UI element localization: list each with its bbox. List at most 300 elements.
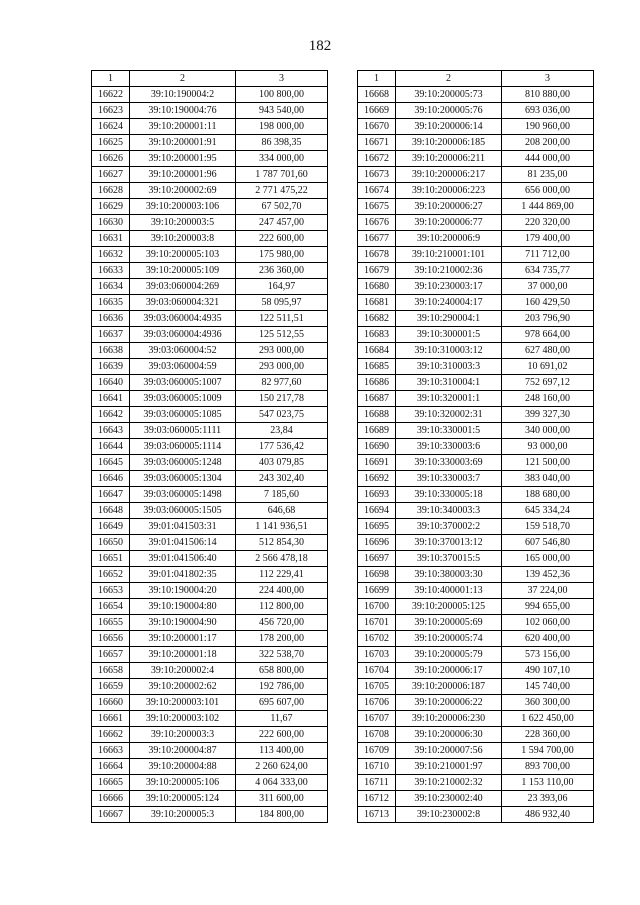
cell-cadastral-id: 39:10:210001:97: [396, 759, 502, 775]
table-row: [92, 359, 328, 375]
table-row: [358, 391, 594, 407]
cell-number: 16672: [358, 151, 396, 167]
table-row: [358, 407, 594, 423]
table-row: [358, 791, 594, 807]
cell-cadastral-id: 39:10:320002:31: [396, 407, 502, 423]
cell-cadastral-id: 39:10:200006:230: [396, 711, 502, 727]
cell-value: 658 800,00: [236, 663, 328, 679]
cell-value: 383 040,00: [502, 471, 594, 487]
cell-cadastral-id: 39:10:200006:211: [396, 151, 502, 167]
table-row: [358, 343, 594, 359]
cell-number: 16668: [358, 87, 396, 103]
cell-number: 16707: [358, 711, 396, 727]
cell-value: 645 334,24: [502, 503, 594, 519]
cell-number: 16713: [358, 807, 396, 823]
cell-value: 340 000,00: [502, 423, 594, 439]
cell-value: 810 880,00: [502, 87, 594, 103]
cell-cadastral-id: 39:10:200006:14: [396, 119, 502, 135]
table-row: [358, 695, 594, 711]
cell-cadastral-id: 39:10:200003:3: [130, 727, 236, 743]
cell-cadastral-id: 39:10:200006:223: [396, 183, 502, 199]
table-row: [92, 167, 328, 183]
table-row: [92, 295, 328, 311]
cell-cadastral-id: 39:10:190004:20: [130, 583, 236, 599]
cell-number: 16662: [92, 727, 130, 743]
cell-number: 16630: [92, 215, 130, 231]
cell-number: 16625: [92, 135, 130, 151]
cell-number: 16647: [92, 487, 130, 503]
cell-value: 188 680,00: [502, 487, 594, 503]
cell-value: 2 771 475,22: [236, 183, 328, 199]
table-row: [358, 631, 594, 647]
cell-cadastral-id: 39:10:190004:76: [130, 103, 236, 119]
cell-number: 16699: [358, 583, 396, 599]
cell-number: 16697: [358, 551, 396, 567]
cell-cadastral-id: 39:10:210002:32: [396, 775, 502, 791]
cell-number: 16687: [358, 391, 396, 407]
cell-cadastral-id: 39:01:041506:14: [130, 535, 236, 551]
cell-cadastral-id: 39:10:190004:80: [130, 599, 236, 615]
table-row: [92, 343, 328, 359]
cell-value: 112 229,41: [236, 567, 328, 583]
table-row: [92, 551, 328, 567]
table-row: [358, 375, 594, 391]
cell-value: 122 511,51: [236, 311, 328, 327]
cell-value: 198 000,00: [236, 119, 328, 135]
cell-value: 179 400,00: [502, 231, 594, 247]
cell-number: 16641: [92, 391, 130, 407]
cadastral-table-right: [357, 70, 594, 823]
cell-value: 1 153 110,00: [502, 775, 594, 791]
cell-value: 82 977,60: [236, 375, 328, 391]
cell-cadastral-id: 39:10:320001:1: [396, 391, 502, 407]
cell-value: 573 156,00: [502, 647, 594, 663]
cell-value: 2 260 624,00: [236, 759, 328, 775]
cell-cadastral-id: 39:10:300001:5: [396, 327, 502, 343]
cell-number: 16667: [92, 807, 130, 823]
cell-value: 177 536,42: [236, 439, 328, 455]
cell-number: 16642: [92, 407, 130, 423]
table-row: [92, 743, 328, 759]
cell-value: 444 000,00: [502, 151, 594, 167]
cell-cadastral-id: 39:10:370002:2: [396, 519, 502, 535]
cell-number: 16685: [358, 359, 396, 375]
cell-cadastral-id: 39:10:200002:62: [130, 679, 236, 695]
cell-number: 16637: [92, 327, 130, 343]
cell-value: 7 185,60: [236, 487, 328, 503]
table-row: [92, 695, 328, 711]
cell-value: 203 796,90: [502, 311, 594, 327]
cell-value: 711 712,00: [502, 247, 594, 263]
table-row: [358, 583, 594, 599]
table-row: [92, 503, 328, 519]
cell-cadastral-id: 39:10:200003:101: [130, 695, 236, 711]
table-row: [358, 455, 594, 471]
table-header-row: [358, 71, 594, 87]
cell-cadastral-id: 39:10:200003:106: [130, 199, 236, 215]
table-row: [358, 615, 594, 631]
cell-cadastral-id: 39:10:200001:11: [130, 119, 236, 135]
table-row: [358, 215, 594, 231]
cell-value: 222 600,00: [236, 727, 328, 743]
cell-cadastral-id: 39:10:200003:5: [130, 215, 236, 231]
cell-value: 102 060,00: [502, 615, 594, 631]
table-row: [92, 663, 328, 679]
cell-cadastral-id: 39:03:060005:1114: [130, 439, 236, 455]
cell-value: 190 960,00: [502, 119, 594, 135]
cell-value: 247 457,00: [236, 215, 328, 231]
cell-value: 178 200,00: [236, 631, 328, 647]
cell-value: 93 000,00: [502, 439, 594, 455]
cell-value: 547 023,75: [236, 407, 328, 423]
table-row: [358, 567, 594, 583]
cell-number: 16688: [358, 407, 396, 423]
cell-number: 16656: [92, 631, 130, 647]
cell-cadastral-id: 39:10:200001:95: [130, 151, 236, 167]
cell-number: 16700: [358, 599, 396, 615]
cell-number: 16654: [92, 599, 130, 615]
cell-cadastral-id: 39:10:200005:125: [396, 599, 502, 615]
cell-value: 184 800,00: [236, 807, 328, 823]
cell-value: 86 398,35: [236, 135, 328, 151]
cell-value: 1 594 700,00: [502, 743, 594, 759]
cell-value: 607 546,80: [502, 535, 594, 551]
cell-cadastral-id: 39:10:200005:74: [396, 631, 502, 647]
table-row: [358, 551, 594, 567]
cadastral-table-left: [91, 70, 328, 823]
cell-number: 16686: [358, 375, 396, 391]
column-header-cadastral-id: 2: [396, 71, 502, 87]
cell-value: 248 160,00: [502, 391, 594, 407]
cell-cadastral-id: 39:10:200005:124: [130, 791, 236, 807]
table-row: [92, 631, 328, 647]
cell-number: 16628: [92, 183, 130, 199]
cell-number: 16640: [92, 375, 130, 391]
cell-cadastral-id: 39:10:210001:101: [396, 247, 502, 263]
cell-cadastral-id: 39:10:400001:13: [396, 583, 502, 599]
cell-value: 311 600,00: [236, 791, 328, 807]
cell-value: 656 000,00: [502, 183, 594, 199]
cell-cadastral-id: 39:03:060005:1304: [130, 471, 236, 487]
cell-number: 16639: [92, 359, 130, 375]
cell-value: 1 141 936,51: [236, 519, 328, 535]
cell-number: 16657: [92, 647, 130, 663]
table-row: [92, 679, 328, 695]
table-row: [358, 119, 594, 135]
cell-cadastral-id: 39:10:200001:18: [130, 647, 236, 663]
cell-value: 634 735,77: [502, 263, 594, 279]
cell-cadastral-id: 39:10:370015:5: [396, 551, 502, 567]
cell-number: 16681: [358, 295, 396, 311]
cell-cadastral-id: 39:10:200005:73: [396, 87, 502, 103]
cell-number: 16712: [358, 791, 396, 807]
table-row: [92, 775, 328, 791]
table-row: [358, 183, 594, 199]
cell-number: 16633: [92, 263, 130, 279]
cell-cadastral-id: 39:10:200006:217: [396, 167, 502, 183]
cell-cadastral-id: 39:10:200006:77: [396, 215, 502, 231]
table-row: [358, 311, 594, 327]
cell-value: 334 000,00: [236, 151, 328, 167]
cell-value: 164,97: [236, 279, 328, 295]
cell-value: 512 854,30: [236, 535, 328, 551]
cell-number: 16636: [92, 311, 130, 327]
cell-value: 293 000,00: [236, 343, 328, 359]
table-row: [358, 775, 594, 791]
table-row: [92, 135, 328, 151]
cell-value: 627 480,00: [502, 343, 594, 359]
cell-value: 456 720,00: [236, 615, 328, 631]
cell-cadastral-id: 39:10:330003:7: [396, 471, 502, 487]
cell-cadastral-id: 39:10:200006:187: [396, 679, 502, 695]
cell-number: 16690: [358, 439, 396, 455]
cell-cadastral-id: 39:10:200004:87: [130, 743, 236, 759]
cell-number: 16671: [358, 135, 396, 151]
cell-cadastral-id: 39:10:200006:22: [396, 695, 502, 711]
table-row: [358, 263, 594, 279]
cell-cadastral-id: 39:10:200006:9: [396, 231, 502, 247]
table-row: [358, 103, 594, 119]
cell-cadastral-id: 39:03:060005:1505: [130, 503, 236, 519]
cell-value: 10 691,02: [502, 359, 594, 375]
cell-value: 646,68: [236, 503, 328, 519]
table-row: [358, 471, 594, 487]
table-row: [358, 359, 594, 375]
cell-value: 121 500,00: [502, 455, 594, 471]
table-row: [92, 119, 328, 135]
table-row: [358, 519, 594, 535]
page-number: 182: [308, 38, 332, 54]
column-header-value: 3: [502, 71, 594, 87]
cell-number: 16711: [358, 775, 396, 791]
table-row: [358, 599, 594, 615]
table-row: [92, 647, 328, 663]
table-row: [92, 87, 328, 103]
cell-number: 16645: [92, 455, 130, 471]
table-row: [92, 535, 328, 551]
cell-cadastral-id: 39:01:041503:31: [130, 519, 236, 535]
table-row: [92, 151, 328, 167]
cell-cadastral-id: 39:10:200003:8: [130, 231, 236, 247]
table-row: [358, 151, 594, 167]
cell-value: 322 538,70: [236, 647, 328, 663]
cell-number: 16694: [358, 503, 396, 519]
table-row: [358, 439, 594, 455]
cell-number: 16624: [92, 119, 130, 135]
table-row: [92, 327, 328, 343]
cell-number: 16655: [92, 615, 130, 631]
cell-cadastral-id: 39:10:200006:17: [396, 663, 502, 679]
cell-cadastral-id: 39:03:060004:52: [130, 343, 236, 359]
cell-value: 113 400,00: [236, 743, 328, 759]
cell-cadastral-id: 39:10:290004:1: [396, 311, 502, 327]
table-row: [92, 311, 328, 327]
cell-cadastral-id: 39:10:200005:3: [130, 807, 236, 823]
cell-cadastral-id: 39:10:230003:17: [396, 279, 502, 295]
table-row: [92, 455, 328, 471]
cell-cadastral-id: 39:10:200005:79: [396, 647, 502, 663]
table-row: [92, 423, 328, 439]
table-row: [92, 583, 328, 599]
table-row: [358, 743, 594, 759]
table-row: [358, 231, 594, 247]
cell-cadastral-id: 39:03:060005:1498: [130, 487, 236, 503]
cell-number: 16709: [358, 743, 396, 759]
table-row: [92, 567, 328, 583]
cell-number: 16629: [92, 199, 130, 215]
table-row: [92, 759, 328, 775]
cell-number: 16706: [358, 695, 396, 711]
table-row: [92, 103, 328, 119]
cell-number: 16703: [358, 647, 396, 663]
cell-cadastral-id: 39:03:060005:1085: [130, 407, 236, 423]
table-row: [92, 439, 328, 455]
cell-cadastral-id: 39:10:200005:106: [130, 775, 236, 791]
cell-cadastral-id: 39:10:330003:69: [396, 455, 502, 471]
cell-value: 58 095,97: [236, 295, 328, 311]
cell-value: 243 302,40: [236, 471, 328, 487]
table-row: [92, 471, 328, 487]
table-row: [358, 199, 594, 215]
table-row: [92, 407, 328, 423]
table-row: [358, 807, 594, 823]
column-header-cadastral-id: 2: [130, 71, 236, 87]
cell-value: 112 800,00: [236, 599, 328, 615]
cell-cadastral-id: 39:10:200005:76: [396, 103, 502, 119]
cell-value: 978 664,00: [502, 327, 594, 343]
cell-cadastral-id: 39:01:041506:40: [130, 551, 236, 567]
cell-number: 16635: [92, 295, 130, 311]
cell-number: 16644: [92, 439, 130, 455]
cell-number: 16684: [358, 343, 396, 359]
cell-cadastral-id: 39:10:330005:18: [396, 487, 502, 503]
cell-number: 16689: [358, 423, 396, 439]
cell-value: 175 980,00: [236, 247, 328, 263]
cell-number: 16646: [92, 471, 130, 487]
cell-cadastral-id: 39:03:060004:269: [130, 279, 236, 295]
cell-cadastral-id: 39:10:200001:91: [130, 135, 236, 151]
cell-value: 228 360,00: [502, 727, 594, 743]
cell-cadastral-id: 39:03:060004:59: [130, 359, 236, 375]
table-row: [92, 391, 328, 407]
cell-number: 16710: [358, 759, 396, 775]
cell-number: 16663: [92, 743, 130, 759]
cell-cadastral-id: 39:01:041802:35: [130, 567, 236, 583]
cell-value: 165 000,00: [502, 551, 594, 567]
cell-cadastral-id: 39:10:190004:90: [130, 615, 236, 631]
table-row: [358, 423, 594, 439]
cell-number: 16643: [92, 423, 130, 439]
cell-number: 16665: [92, 775, 130, 791]
table-row: [358, 135, 594, 151]
table-row: [358, 679, 594, 695]
cell-cadastral-id: 39:10:190004:2: [130, 87, 236, 103]
cell-cadastral-id: 39:10:310004:1: [396, 375, 502, 391]
cell-number: 16705: [358, 679, 396, 695]
cell-cadastral-id: 39:10:200006:27: [396, 199, 502, 215]
cell-cadastral-id: 39:10:200001:17: [130, 631, 236, 647]
cell-value: 620 400,00: [502, 631, 594, 647]
cell-number: 16669: [358, 103, 396, 119]
table-row: [92, 199, 328, 215]
cell-value: 145 740,00: [502, 679, 594, 695]
cell-value: 360 300,00: [502, 695, 594, 711]
table-row: [92, 807, 328, 823]
table-row: [358, 87, 594, 103]
cell-number: 16650: [92, 535, 130, 551]
cell-value: 4 064 333,00: [236, 775, 328, 791]
cell-number: 16675: [358, 199, 396, 215]
cell-cadastral-id: 39:10:310003:12: [396, 343, 502, 359]
cell-value: 160 429,50: [502, 295, 594, 311]
table-row: [358, 647, 594, 663]
cell-value: 208 200,00: [502, 135, 594, 151]
cell-value: 224 400,00: [236, 583, 328, 599]
cell-number: 16661: [92, 711, 130, 727]
cell-value: 293 000,00: [236, 359, 328, 375]
cell-value: 139 452,36: [502, 567, 594, 583]
cell-number: 16634: [92, 279, 130, 295]
cell-value: 37 000,00: [502, 279, 594, 295]
cell-number: 16649: [92, 519, 130, 535]
cell-cadastral-id: 39:10:200002:69: [130, 183, 236, 199]
cell-number: 16626: [92, 151, 130, 167]
cell-value: 1 787 701,60: [236, 167, 328, 183]
table-row: [92, 279, 328, 295]
cell-number: 16680: [358, 279, 396, 295]
cell-value: 486 932,40: [502, 807, 594, 823]
cell-number: 16674: [358, 183, 396, 199]
table-row: [92, 791, 328, 807]
cell-number: 16658: [92, 663, 130, 679]
cell-number: 16702: [358, 631, 396, 647]
table-row: [358, 759, 594, 775]
cell-number: 16677: [358, 231, 396, 247]
cell-cadastral-id: 39:10:330003:6: [396, 439, 502, 455]
cell-cadastral-id: 39:03:060005:1111: [130, 423, 236, 439]
cell-cadastral-id: 39:10:200003:102: [130, 711, 236, 727]
cell-value: 220 320,00: [502, 215, 594, 231]
table-row: [92, 599, 328, 615]
table-row: [92, 615, 328, 631]
table-row: [358, 727, 594, 743]
cell-cadastral-id: 39:10:200005:109: [130, 263, 236, 279]
cell-number: 16691: [358, 455, 396, 471]
cell-value: 943 540,00: [236, 103, 328, 119]
cell-value: 1 444 869,00: [502, 199, 594, 215]
cell-cadastral-id: 39:03:060004:4935: [130, 311, 236, 327]
cell-value: 490 107,10: [502, 663, 594, 679]
table-header-row: [92, 71, 328, 87]
cell-cadastral-id: 39:10:330001:5: [396, 423, 502, 439]
cell-cadastral-id: 39:03:060005:1248: [130, 455, 236, 471]
cell-value: 399 327,30: [502, 407, 594, 423]
cell-value: 994 655,00: [502, 599, 594, 615]
cell-value: 403 079,85: [236, 455, 328, 471]
table-row: [358, 663, 594, 679]
cell-cadastral-id: 39:10:240004:17: [396, 295, 502, 311]
cell-cadastral-id: 39:10:200006:30: [396, 727, 502, 743]
cell-number: 16653: [92, 583, 130, 599]
cell-cadastral-id: 39:03:060004:321: [130, 295, 236, 311]
cell-value: 2 566 478,18: [236, 551, 328, 567]
table-row: [92, 375, 328, 391]
column-header-number: 1: [358, 71, 396, 87]
cell-number: 16670: [358, 119, 396, 135]
cell-number: 16704: [358, 663, 396, 679]
cell-value: 192 786,00: [236, 679, 328, 695]
cell-cadastral-id: 39:10:200007:56: [396, 743, 502, 759]
